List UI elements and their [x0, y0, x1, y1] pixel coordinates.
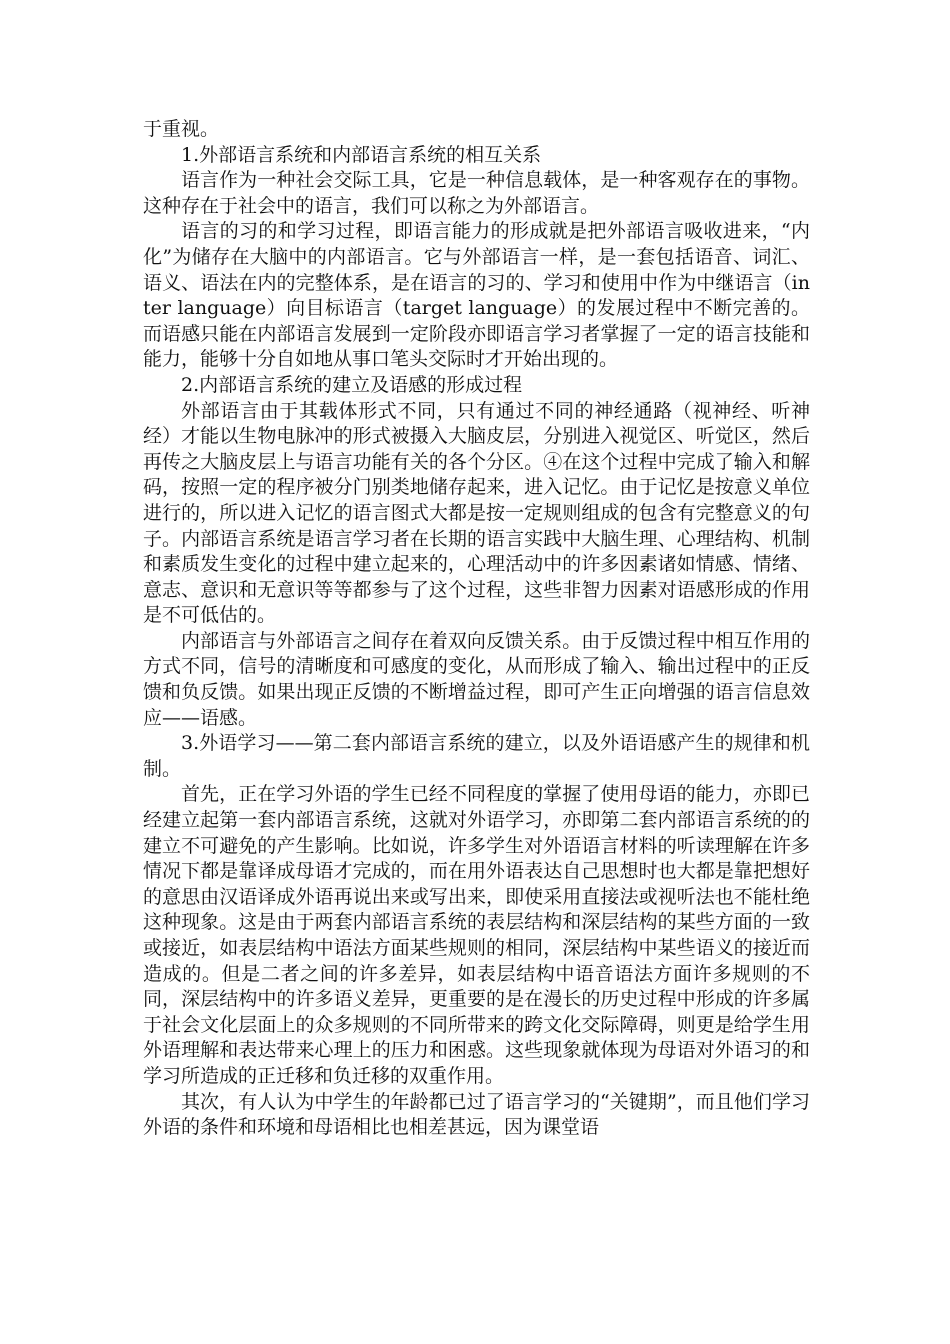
paragraph: 语言的习的和学习过程，即语言能力的形成就是把外部语言吸收进来，“内化”为储存在大脑中的内部语言。它与外部语言一样，是一套包括语音、词汇、语义、语法在内的完整体系，是在语言的习的、学习和使用中作为中继语言（inter language）向目标语言（target language）的发展过程中不断完善的。而语感只能在内部语言发展到一定阶段亦即语言学习者掌握了一定的语言技能和能力，能够十分自如地从事口笔头交际时才开始出现的。	[143, 220, 810, 371]
section-heading-3: 3.外语学习——第二套内部语言系统的建立，以及外语语感产生的规律和机制。	[143, 732, 810, 780]
section-heading-2: 2.内部语言系统的建立及语感的形成过程	[181, 373, 523, 396]
paragraph: 语言作为一种社会交际工具，它是一种信息载体，是一种客观存在的事物。这种存在于社会中的语言，我们可以称之为外部语言。	[143, 169, 810, 217]
paragraph: 外部语言由于其载体形式不同，只有通过不同的神经通路（视神经、听神经）才能以生物电脉冲的形式被摄入大脑皮层，分别进入视觉区、听觉区，然后再传之大脑皮层上与语言功能有关的各个分区。④在这个过程中完成了输入和解码，按照一定的程序被分门别类地储存起来，进入记忆。由于记忆是按意义单位进行的，所以进入记忆的语言图式大都是按一定规则组成的包含有完整意义的句子。内部语言系统是语言学习者在长期的语言实践中大脑生理、心理结构、机制和素质发生变化的过程中建立起来的，心理活动中的许多因素诸如情感、情绪、意志、意识和无意识等等都参与了这个过程，这些非智力因素对语感形成的作用是不可低估的。	[143, 399, 810, 627]
paragraph: 其次，有人认为中学生的年龄都已过了语言学习的“关键期”，而且他们学习外语的条件和环境和母语相比也相差甚远，因为课堂语	[143, 1090, 810, 1139]
document-page	[143, 117, 810, 1141]
paragraph: 首先，正在学习外语的学生已经不同程度的掌握了使用母语的能力，亦即已经建立起第一套内部语言系统，这就对外语学习，亦即第二套内部语言系统的的建立不可避免的产生影响。比如说，许多学生对外语语言材料的听读理解在许多情况下都是靠译成母语才完成的，而在用外语表达自己思想时也大都是靠把想好的意思由汉语译成外语再说出来或写出来，即使采用直接法或视听法也不能杜绝这种现象。这是由于两套内部语言系统的表层结构和深层结构的某些方面的一致或接近，如表层结构中语法方面某些规则的相同，深层结构中某些语义的接近而造成的。但是二者之间的许多差异，如表层结构中语音语法方面许多规则的不同，深层结构中的许多语义差异，更重要的是在漫长的历史过程中形成的许多属于社会文化层面上的众多规则的不同所带来的跨文化交际障碍，则更是给学生用外语理解和表达带来心理上的压力和困惑。这些现象就体现为母语对外语习的和学习所造成的正迁移和负迁移的双重作用。	[143, 783, 810, 1087]
section-heading-1: 1.外部语言系统和内部语言系统的相互关系	[181, 143, 542, 166]
paragraph-continuation: 于重视。	[143, 118, 220, 140]
paragraph: 内部语言与外部语言之间存在着双向反馈关系。由于反馈过程中相互作用的方式不同，信号的清晰度和可感度的变化，从而形成了输入、输出过程中的正反馈和负反馈。如果出现正反馈的不断增益过程，即可产生正向增强的语言信息效应——语感。	[143, 629, 810, 729]
